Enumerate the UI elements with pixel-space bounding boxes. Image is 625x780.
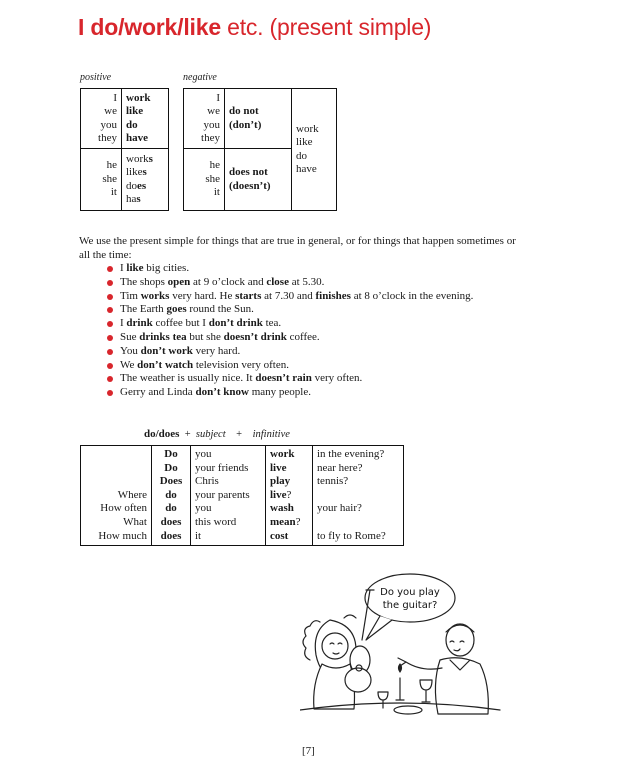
- verb-form: work: [126, 91, 151, 104]
- example-sentence: We don’t watch television very often.: [107, 359, 473, 373]
- question-word: How often: [100, 502, 147, 515]
- question-aux: does: [160, 529, 182, 542]
- question-aux: do: [165, 488, 177, 501]
- question-table: [80, 445, 404, 546]
- negative-aux: does not: [229, 166, 268, 178]
- subjects-plural: [81, 89, 122, 149]
- verb-form: do: [126, 118, 138, 131]
- verb-form: do: [296, 149, 307, 162]
- question-verb: cost: [270, 529, 289, 542]
- question-verbs: [266, 446, 313, 546]
- question-aux: Do: [164, 461, 178, 474]
- verb-form: like: [296, 136, 313, 148]
- verb-form: like: [126, 105, 144, 117]
- negative-label: negative: [183, 72, 217, 83]
- positive-label: positive: [80, 72, 112, 83]
- verb-form: have: [126, 132, 148, 144]
- subject-pronoun: we: [207, 105, 220, 117]
- subject-pronoun: they: [201, 132, 220, 144]
- question-rest: [317, 516, 399, 530]
- example-sentence: The shops open at 9 o’clock and close at 5.30.: [107, 276, 473, 290]
- question-verb: wash: [270, 502, 294, 515]
- verb-form: likes: [126, 166, 147, 178]
- example-sentence: The weather is usually nice. It doesn’t rain very often.: [107, 372, 473, 386]
- positive-table: [80, 88, 169, 211]
- question-word: [85, 462, 147, 476]
- question-rest: near here?: [317, 461, 363, 474]
- question-rest: in the evening?: [317, 448, 385, 460]
- question-verb: work: [270, 448, 295, 460]
- negative-aux: (don’t): [229, 118, 262, 131]
- question-verb: live?: [270, 488, 292, 501]
- question-subject: you: [195, 502, 212, 515]
- cartoon-illustration: [300, 560, 510, 735]
- example-sentence: The Earth goes round the Sun.: [107, 303, 473, 317]
- question-subject: this word: [195, 515, 237, 528]
- subject-pronoun: you: [203, 118, 220, 131]
- subject-pronoun: you: [100, 118, 117, 131]
- question-words: [81, 446, 152, 546]
- question-rest: to fly to Rome?: [317, 529, 386, 542]
- subjects-third-person: [81, 149, 122, 211]
- neg-subjects-plural: [184, 89, 225, 149]
- neg-aux-does: [225, 149, 292, 211]
- neg-verbs: [292, 89, 337, 211]
- verbs-base: [122, 89, 169, 149]
- subject-pronoun: he: [209, 159, 220, 172]
- question-subjects: [191, 446, 266, 546]
- example-sentence: You don’t work very hard.: [107, 345, 473, 359]
- question-rest: your hair?: [317, 502, 362, 515]
- subject-pronoun: he: [106, 159, 117, 172]
- verb-form: have: [296, 163, 317, 175]
- neg-subjects-third-person: [184, 149, 225, 211]
- speech-bubble-line-2: the guitar?: [382, 600, 438, 611]
- subject-pronoun: it: [213, 186, 220, 199]
- question-verb: mean?: [270, 515, 301, 528]
- example-sentence: I drink coffee but I don’t drink tea.: [107, 317, 473, 331]
- subject-pronoun: they: [98, 132, 117, 144]
- page-title: I do/work/like etc. (present simple): [78, 14, 432, 40]
- question-subject: it: [195, 529, 202, 542]
- subject-pronoun: we: [104, 105, 117, 117]
- negative-table: [183, 88, 337, 211]
- speech-bubble-icon: [365, 574, 455, 622]
- example-sentence: Gerry and Linda don’t know many people.: [107, 386, 473, 400]
- verb-form: has: [126, 193, 141, 205]
- negative-aux: (doesn’t): [229, 179, 271, 192]
- question-word: Where: [117, 488, 147, 501]
- example-list: [107, 262, 473, 400]
- subject-pronoun: I: [113, 91, 117, 104]
- question-subject: Chris: [195, 475, 219, 488]
- subject-pronoun: it: [110, 186, 117, 199]
- question-aux: do: [165, 502, 177, 515]
- subject-pronoun: I: [216, 91, 220, 104]
- question-word: [85, 448, 147, 462]
- example-sentence: Sue drinks tea but she doesn’t drink coffee.: [107, 331, 473, 345]
- subject-pronoun: she: [205, 172, 220, 185]
- verb-form: work: [296, 122, 319, 135]
- question-verb: play: [270, 475, 291, 488]
- question-aux: [152, 446, 191, 546]
- question-rest: tennis?: [317, 475, 349, 488]
- question-structure-header: do/does + subject + infinitive: [144, 428, 290, 440]
- question-word: What: [123, 515, 147, 528]
- verb-form: works: [126, 152, 153, 165]
- question-subject: you: [195, 448, 212, 460]
- verbs-third-person: [122, 149, 169, 211]
- speech-bubble-line-1: Do you play: [380, 587, 440, 598]
- question-aux: Does: [159, 475, 183, 488]
- question-rest: [313, 446, 404, 546]
- intro-text: We use the present simple for things that are true in general, or for things that happen sometimes or all the time:: [79, 235, 516, 261]
- question-aux: does: [160, 515, 182, 528]
- negative-aux: do not: [229, 105, 259, 117]
- question-subject: your friends: [195, 461, 249, 474]
- question-subject: your parents: [195, 488, 250, 501]
- example-sentence: Tim works very hard. He starts at 7.30 and finishes at 8 o’clock in the evening.: [107, 290, 473, 304]
- example-sentence: I like big cities.: [107, 262, 473, 276]
- question-verb: live: [270, 461, 287, 474]
- page-number: [7]: [302, 745, 315, 757]
- subject-pronoun: she: [102, 172, 117, 185]
- verb-form: does: [126, 179, 147, 192]
- neg-aux-do: [225, 89, 292, 149]
- question-rest: [317, 489, 399, 503]
- question-word: How much: [98, 529, 147, 542]
- question-aux: Do: [164, 448, 178, 460]
- question-word: [85, 475, 147, 489]
